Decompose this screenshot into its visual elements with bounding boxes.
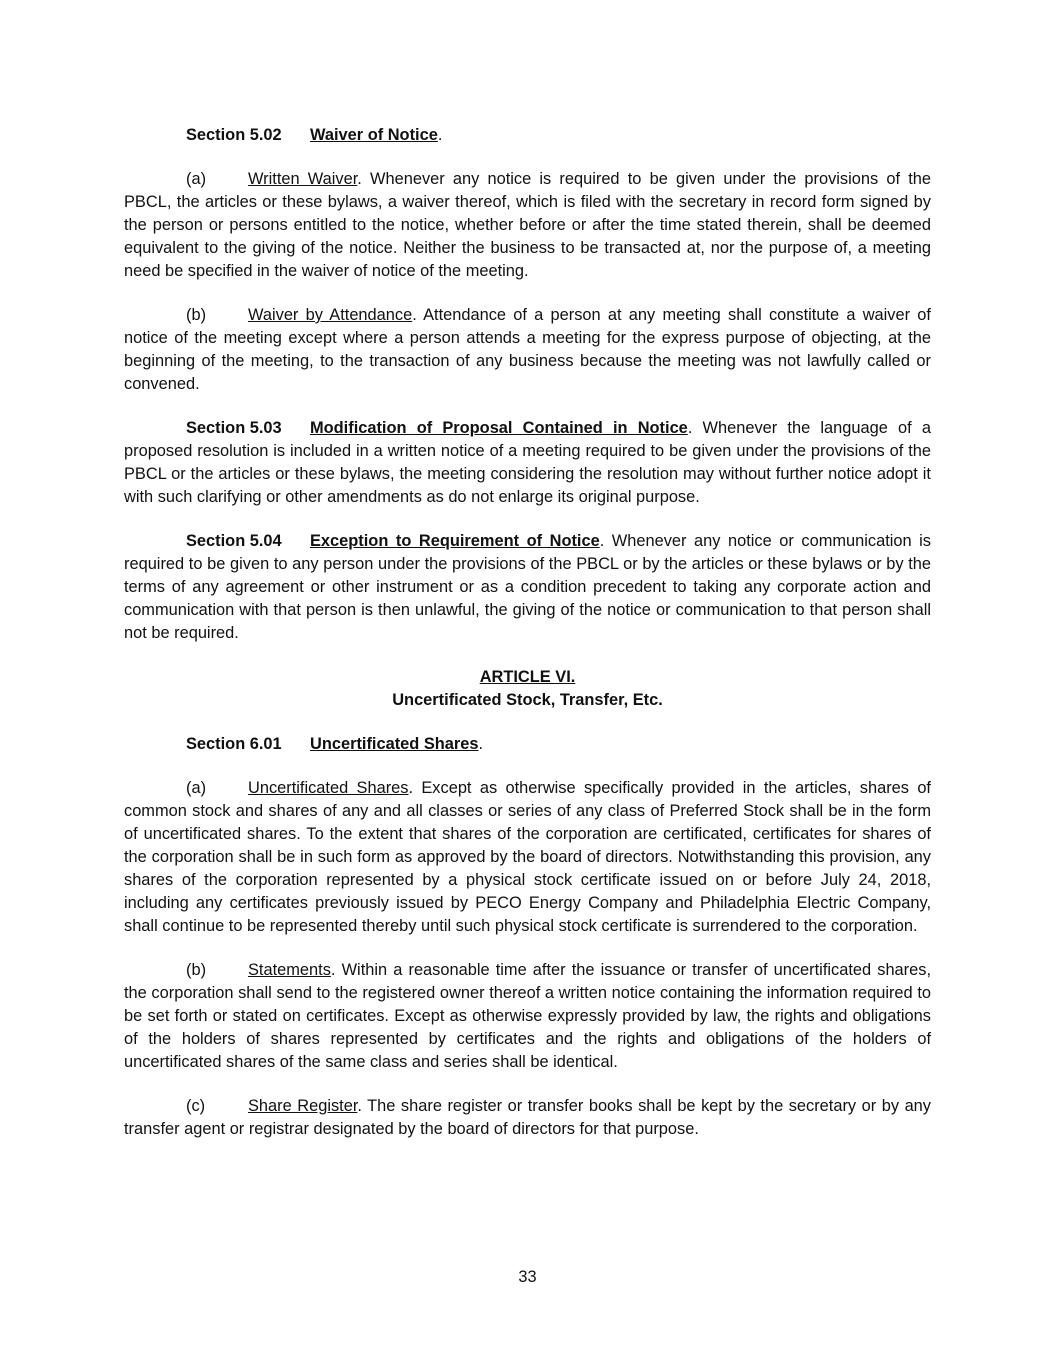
section-6-01-a xyxy=(124,777,931,938)
item-text: . Except as otherwise specifically provided in the articles, shares of common stock and shares of any and all classes or series of any class of Preferred Stock shall be in the form of uncertificated shares. To the extent that shares of the corporation are certificated, certificates for shares of the corporation shall be in such form as approved by the board of directors. Notwithstanding this provision, any shares of the corporation represented by a physical stock certificate issued on or before July 24, 2018, including any certificates previously issued by PECO Energy Company and Philadelphia Electric Company, shall continue to be represented thereby until such physical stock certificate is surrendered to the corporation. xyxy=(124,779,931,935)
article-title: ARTICLE VI. xyxy=(479,668,576,686)
section-title: Modification of Proposal Contained in Notice xyxy=(310,419,688,437)
section-number: Section 6.01 xyxy=(186,735,282,753)
section-5-02-heading xyxy=(124,124,931,147)
item-text: . Attendance of a person at any meeting shall constitute a waiver of notice of the meeting except where a person attends a meeting for the express purpose of objecting, at the beginning of the meeting, to the transaction of any business because the meeting was not lawfully called or convened. xyxy=(124,306,931,393)
item-title: Statements xyxy=(248,961,331,979)
section-title-period: . xyxy=(437,126,443,144)
section-title: Waiver of Notice xyxy=(310,126,438,144)
item-number: (c) xyxy=(186,1097,206,1115)
section-text: . Whenever any notice or communication is required to be given to any person under the provisions of the PBCL or by the articles or these bylaws or by the terms of any agreement or other instrument or as a condition precedent to taking any corporate action and communication with that person is then unlawful, the giving of the notice or communication to that person shall not be required. xyxy=(124,532,931,642)
item-text: . The share register or transfer books shall be kept by the secretary or by any transfer agent or registrar designated by the board of directors for that purpose. xyxy=(124,1097,931,1138)
item-title: Uncertificated Shares xyxy=(248,779,409,797)
section-title: Uncertificated Shares xyxy=(310,735,479,753)
item-number: (a) xyxy=(186,779,207,797)
section-number: Section 5.04 xyxy=(186,532,282,550)
item-text: . Whenever any notice is required to be given under the provisions of the PBCL, the articles or these bylaws, a waiver thereof, which is filed with the secretary in record form signed by the person or persons entitled to the notice, whether before or after the time stated therein, shall be deemed equivalent to the giving of the notice. Neither the business to be transacted at, nor the purpose of, a meeting need be specified in the waiver of notice of the meeting. xyxy=(124,170,931,280)
article-subtitle: Uncertificated Stock, Transfer, Etc. xyxy=(392,691,663,709)
item-number: (b) xyxy=(186,961,207,979)
item-number: (b) xyxy=(186,306,207,324)
item-title: Waiver by Attendance xyxy=(248,306,413,324)
section-5-02-a xyxy=(124,168,931,283)
section-5-04 xyxy=(124,530,931,645)
section-6-01-b xyxy=(124,959,931,1074)
section-number: Section 5.03 xyxy=(186,419,282,437)
article-heading xyxy=(124,666,931,712)
section-6-01-c xyxy=(124,1095,931,1141)
item-title: Written Waiver xyxy=(248,170,358,188)
document-page xyxy=(124,124,931,1162)
page-number: 33 xyxy=(518,1268,537,1286)
section-5-03 xyxy=(124,417,931,509)
item-title: Share Register xyxy=(248,1097,358,1115)
item-number: (a) xyxy=(186,170,207,188)
section-title-period: . xyxy=(478,735,484,753)
section-6-01-heading xyxy=(124,733,931,756)
section-5-02-b xyxy=(124,304,931,396)
section-number: Section 5.02 xyxy=(186,126,282,144)
item-text: . Within a reasonable time after the issuance or transfer of uncertificated shares, the corporation shall send to the registered owner thereof a written notice containing the information required to be set forth or stated on certificates. Except as otherwise expressly provided by law, the rights and obligations of the holders of shares represented by certificates and the rights and obligations of the holders of uncertificated shares of the same class and series shall be identical. xyxy=(124,961,931,1071)
section-title: Exception to Requirement of Notice xyxy=(310,532,600,550)
section-text: . Whenever the language of a proposed resolution is included in a written notice of a meeting required to be given under the provisions of the PBCL or the articles or these bylaws, the meeting considering the resolution may without further notice adopt it with such clarifying or other amendments as do not enlarge its original purpose. xyxy=(124,419,931,506)
